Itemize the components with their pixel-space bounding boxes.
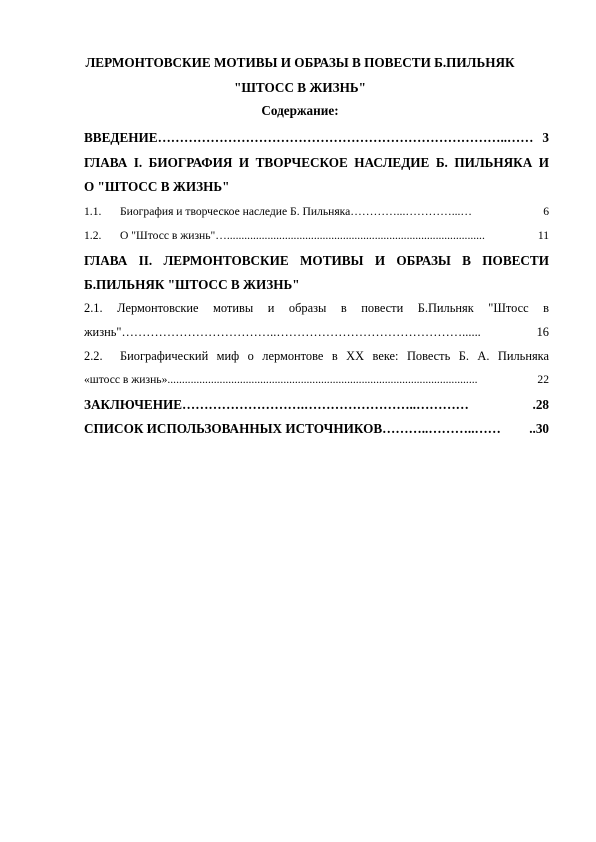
toc-page-number: 22 bbox=[537, 373, 549, 386]
toc-page-number: .28 bbox=[532, 397, 549, 412]
toc-entry-intro[interactable] bbox=[84, 130, 549, 146]
toc-page-number: 16 bbox=[536, 325, 549, 339]
document-title-line1: ЛЕРМОНТОВСКИЕ МОТИВЫ И ОБРАЗЫ В ПОВЕСТИ Б.ПИЛЬНЯК bbox=[85, 55, 515, 70]
toc-entry-chapter2-line2[interactable]: Б.ПИЛЬНЯК "ШТОСС В ЖИЗНЬ" bbox=[84, 277, 300, 292]
toc-entry-sources[interactable] bbox=[84, 421, 549, 437]
toc-section-number: 2.2. bbox=[84, 349, 103, 363]
toc-entry-chapter2-line1[interactable]: ГЛАВА II. ЛЕРМОНТОВСКИЕ МОТИВЫ И ОБРАЗЫ В ПОВЕСТИ bbox=[84, 253, 549, 268]
toc-label: «штосс в жизнь» bbox=[84, 373, 168, 386]
toc-section-number: 1.2. bbox=[84, 229, 102, 242]
toc-entry-chapter1-line2[interactable]: О "ШТОСС В ЖИЗНЬ" bbox=[84, 179, 230, 194]
toc-label: Биография и творческое наследие Б. Пильняка bbox=[120, 205, 351, 218]
toc-label: ЗАКЛЮЧЕНИЕ bbox=[84, 397, 183, 412]
document-title-line2: "ШТОСС В ЖИЗНЬ" bbox=[234, 80, 366, 95]
toc-entry-2-1-line1[interactable]: 2.1. Лермонтовские мотивы и образы в повести Б.Пильняк "Штосс в bbox=[84, 301, 549, 315]
toc-label: Биографический миф о лермонтове в XX веке: Повесть Б. А. Пильняка bbox=[120, 349, 549, 363]
toc-entry-2-1-line2[interactable] bbox=[84, 325, 549, 340]
toc-entry-2-2-line1[interactable] bbox=[84, 349, 549, 364]
toc-page-number: ..30 bbox=[529, 421, 549, 436]
toc-section-number: 1.1. bbox=[84, 205, 102, 218]
toc-entry-2-2-line2[interactable] bbox=[84, 373, 549, 386]
toc-leader: …………...…………...… bbox=[350, 205, 473, 218]
toc-entry-1-1[interactable] bbox=[84, 205, 549, 218]
toc-entry-conclusion[interactable] bbox=[84, 397, 549, 413]
toc-leader: ……………………………………………………………………..…… bbox=[157, 130, 534, 145]
toc-page-number: 3 bbox=[542, 130, 549, 145]
toc-label: СПИСОК ИСПОЛЬЗОВАННЫХ ИСТОЧНИКОВ bbox=[84, 421, 383, 436]
toc-leader: ........................................................................................................... bbox=[167, 373, 478, 386]
toc-leader: ………………………………..………………………………………...... bbox=[121, 325, 481, 339]
toc-page-number: 6 bbox=[543, 205, 549, 218]
toc-entry-1-2[interactable] bbox=[84, 229, 549, 242]
toc-entry-chapter1-line1[interactable]: ГЛАВА I. БИОГРАФИЯ И ТВОРЧЕСКОЕ НАСЛЕДИЕ Б. ПИЛЬНЯКА И bbox=[84, 155, 549, 170]
toc-leader: ……………………….……………………..………… bbox=[182, 397, 469, 412]
contents-heading: Содержание: bbox=[261, 103, 339, 118]
toc-leader: ………..………..…… bbox=[382, 421, 501, 436]
toc-label: О "Штосс в жизнь" bbox=[120, 229, 216, 242]
toc-label: ВВЕДЕНИЕ bbox=[84, 130, 158, 145]
toc-leader: …......................................................................................... bbox=[215, 229, 485, 242]
toc-page-number: 11 bbox=[537, 229, 549, 242]
toc-label: жизнь" bbox=[84, 325, 122, 339]
